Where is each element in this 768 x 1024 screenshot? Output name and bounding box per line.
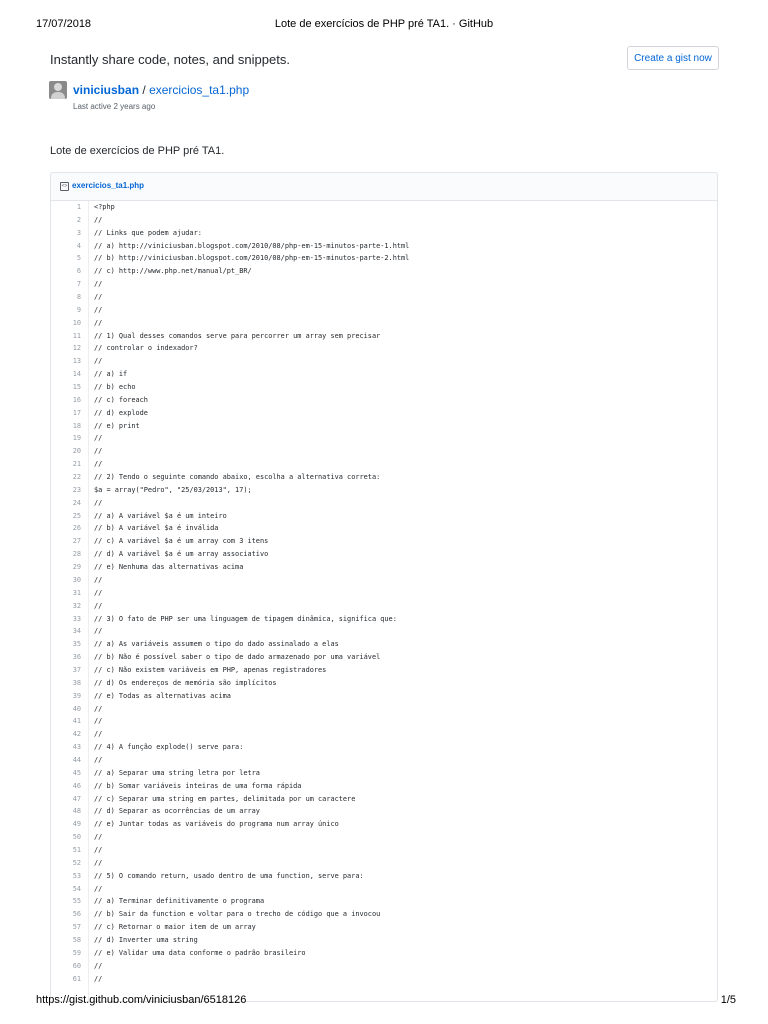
code-line [51, 265, 718, 278]
code-listing [51, 201, 718, 985]
code-line [51, 304, 718, 317]
line-number[interactable]: 18 [72, 421, 81, 430]
code-line [51, 355, 718, 368]
line-number[interactable]: 45 [72, 768, 81, 777]
line-number[interactable]: 21 [72, 460, 81, 469]
line-number[interactable]: 20 [72, 447, 81, 456]
line-number[interactable]: 32 [72, 601, 81, 610]
code-text: // [94, 858, 103, 867]
code-line [51, 741, 718, 754]
line-number[interactable]: 24 [72, 498, 81, 507]
line-number[interactable]: 16 [72, 395, 81, 404]
code-text: // b) echo [94, 383, 136, 392]
code-line [51, 857, 718, 870]
code-text: // [94, 293, 103, 302]
line-number[interactable]: 49 [72, 820, 81, 829]
code-line [51, 651, 718, 664]
line-number[interactable]: 48 [72, 807, 81, 816]
code-line [51, 510, 718, 523]
code-line [51, 574, 718, 587]
code-line [51, 690, 718, 703]
code-line [51, 780, 718, 793]
code-text: // b) Sair da function e voltar para o trecho de código que a invocou [94, 910, 381, 919]
line-number[interactable]: 17 [72, 408, 81, 417]
code-line [51, 368, 718, 381]
line-number[interactable]: 29 [72, 563, 81, 572]
print-page-number: 1/5 [720, 994, 736, 1006]
code-file-icon: <> [61, 183, 68, 189]
line-number[interactable]: 58 [72, 935, 81, 944]
line-number[interactable]: 37 [72, 665, 81, 674]
line-number[interactable]: 53 [72, 871, 81, 880]
code-line [51, 535, 718, 548]
code-line [51, 870, 718, 883]
line-number[interactable]: 43 [72, 743, 81, 752]
code-line [51, 754, 718, 767]
code-text: // a) http://viniciusban.blogspot.com/2010/08/php-em-15-minutos-parte-1.html [94, 241, 410, 250]
code-line [51, 638, 718, 651]
code-text: // [94, 974, 103, 983]
line-number[interactable]: 36 [72, 653, 81, 662]
avatar[interactable] [49, 81, 67, 99]
code-text: // 2) Tendo o seguinte comando abaixo, escolha a alternativa correta: [94, 473, 381, 482]
line-number[interactable]: 10 [72, 318, 81, 327]
code-line [51, 960, 718, 973]
code-line [51, 831, 718, 844]
code-text: // [94, 305, 103, 314]
code-line [51, 278, 718, 291]
line-number[interactable]: 3 [76, 228, 81, 237]
code-text: // [94, 627, 103, 636]
line-number[interactable]: 33 [72, 614, 81, 623]
print-date: 17/07/2018 [36, 18, 92, 30]
code-text: // e) Todas as alternativas acima [94, 691, 231, 700]
code-line [51, 677, 718, 690]
breadcrumb-separator: / [142, 83, 146, 97]
code-text: $a = array("Pedro", "25/03/2013", 17); [94, 485, 252, 494]
code-text: // d) Os endereços de memória são implícitos [94, 678, 277, 687]
code-text: // e) Validar uma data conforme o padrão brasileiro [94, 948, 306, 957]
code-text: // [94, 434, 103, 443]
code-line [51, 818, 718, 831]
code-text: // [94, 755, 103, 764]
code-line [51, 600, 718, 613]
code-text: // Links que podem ajudar: [94, 228, 202, 237]
line-number[interactable]: 4 [76, 241, 81, 250]
code-text: // d) Separar as ocorrências de um array [94, 807, 260, 816]
code-text: // 5) O comando return, usado dentro de uma function, serve para: [94, 871, 364, 880]
line-number[interactable]: 5 [76, 254, 81, 263]
line-number[interactable]: 11 [72, 331, 81, 340]
line-number[interactable]: 34 [72, 627, 81, 636]
line-number[interactable]: 2 [76, 215, 81, 224]
code-line [51, 895, 718, 908]
line-number[interactable]: 9 [76, 305, 81, 314]
print-url: https://gist.github.com/viniciusban/6518126 [36, 994, 247, 1006]
code-line [51, 703, 718, 716]
code-line [51, 715, 718, 728]
gist-breadcrumb [73, 83, 249, 97]
line-number[interactable]: 44 [72, 755, 81, 764]
code-line [51, 664, 718, 677]
line-number[interactable]: 12 [72, 344, 81, 353]
line-number[interactable]: 59 [72, 948, 81, 957]
code-line [51, 561, 718, 574]
code-line [51, 432, 718, 445]
code-text: // c) Retornar o maior item de um array [94, 923, 256, 932]
tagline: Instantly share code, notes, and snippets. [50, 52, 290, 67]
line-number[interactable]: 55 [72, 897, 81, 906]
line-number[interactable]: 19 [72, 434, 81, 443]
code-text: // b) Somar variáveis inteiras de uma forma rápida [94, 781, 302, 790]
code-line [51, 201, 718, 214]
line-number[interactable]: 46 [72, 781, 81, 790]
code-line [51, 805, 718, 818]
code-text: // [94, 833, 103, 842]
code-line [51, 625, 718, 638]
code-line [51, 844, 718, 857]
code-line [51, 471, 718, 484]
line-number[interactable]: 1 [76, 203, 81, 211]
line-number[interactable]: 60 [72, 961, 81, 970]
code-line [51, 484, 718, 497]
code-line [51, 973, 718, 986]
code-line [51, 227, 718, 240]
code-text: // [94, 845, 103, 854]
code-line [51, 240, 718, 253]
line-number[interactable]: 22 [72, 473, 81, 482]
line-number[interactable]: 31 [72, 588, 81, 597]
code-text: // [94, 460, 103, 469]
code-line [51, 522, 718, 535]
code-text: // e) print [94, 421, 140, 430]
line-number[interactable]: 15 [72, 383, 81, 392]
code-text: // d) Inverter uma string [94, 935, 198, 944]
code-line [51, 908, 718, 921]
line-number[interactable]: 61 [72, 974, 81, 983]
print-page-title: Lote de exercícios de PHP pré TA1. · GitHub [274, 18, 494, 30]
gist-description: Lote de exercícios de PHP pré TA1. [50, 145, 225, 157]
code-text: // [94, 717, 103, 726]
code-text: // [94, 961, 103, 970]
code-line [51, 947, 718, 960]
code-line [51, 793, 718, 806]
file-box [50, 172, 718, 1002]
line-number[interactable]: 23 [72, 485, 81, 494]
line-number[interactable]: 38 [72, 678, 81, 687]
line-number[interactable]: 13 [72, 357, 81, 366]
code-line [51, 381, 718, 394]
code-line [51, 342, 718, 355]
file-name-link[interactable]: exercicios_ta1.php [72, 181, 145, 190]
code-line [51, 458, 718, 471]
line-number[interactable]: 56 [72, 910, 81, 919]
line-number[interactable]: 47 [72, 794, 81, 803]
code-text: // controlar o indexador? [94, 344, 198, 353]
line-number[interactable]: 52 [72, 858, 81, 867]
code-text: // [94, 280, 103, 289]
code-line [51, 394, 718, 407]
code-text: // [94, 588, 103, 597]
line-number[interactable]: 39 [72, 691, 81, 700]
avatar-body [51, 92, 65, 99]
code-text: // [94, 357, 103, 366]
line-number[interactable]: 7 [76, 280, 81, 289]
code-text: // [94, 215, 103, 224]
line-number[interactable]: 26 [72, 524, 81, 533]
code-line [51, 548, 718, 561]
line-number[interactable]: 14 [72, 370, 81, 379]
code-line [51, 445, 718, 458]
last-active-text: Last active 2 years ago [73, 102, 156, 111]
code-text: // b) Não é possível saber o tipo de dado armazenado por uma variável [94, 653, 381, 662]
print-header [0, 18, 768, 32]
line-number[interactable]: 30 [72, 575, 81, 584]
code-text: // [94, 704, 103, 713]
code-text: // [94, 447, 103, 456]
line-number[interactable]: 28 [72, 550, 81, 559]
line-number[interactable]: 41 [72, 717, 81, 726]
code-line [51, 728, 718, 741]
code-line [51, 613, 718, 626]
code-text: // a) if [94, 370, 128, 379]
code-line [51, 587, 718, 600]
code-text: // a) Separar uma string letra por letra [94, 768, 260, 777]
line-number[interactable]: 25 [72, 511, 81, 520]
code-line [51, 883, 718, 896]
code-text: // e) Nenhuma das alternativas acima [94, 563, 244, 572]
line-number[interactable]: 57 [72, 923, 81, 932]
code-line [51, 420, 718, 433]
line-number[interactable]: 51 [72, 845, 81, 854]
code-text: // b) A variável $a é inválida [94, 524, 219, 533]
code-text: // c) http://www.php.net/manual/pt_BR/ [94, 267, 252, 276]
gist-file-link[interactable]: exercicios_ta1.php [149, 83, 250, 97]
code-line [51, 921, 718, 934]
line-number[interactable]: 54 [72, 884, 81, 893]
code-text: // c) Não existem variáveis em PHP, apenas registradores [94, 665, 327, 674]
line-number[interactable]: 42 [72, 730, 81, 739]
code-text: // 4) A função explode() serve para: [94, 743, 244, 752]
code-text: // [94, 601, 103, 610]
code-text: // d) explode [94, 408, 148, 417]
code-line [51, 407, 718, 420]
code-line [51, 497, 718, 510]
code-text: // [94, 884, 103, 893]
line-number[interactable]: 40 [72, 704, 81, 713]
code-text: // a) As variáveis assumem o tipo do dado assinalado a elas [94, 640, 339, 649]
code-line [51, 317, 718, 330]
code-text: // c) A variável $a é um array com 3 itens [94, 537, 269, 546]
code-text: // 1) Qual desses comandos serve para percorrer um array sem precisar [94, 331, 381, 340]
line-number[interactable]: 8 [76, 293, 81, 302]
file-header [51, 173, 717, 201]
line-number[interactable]: 27 [72, 537, 81, 546]
code-text: // a) Terminar definitivamente o programa [94, 897, 265, 906]
code-text: // c) foreach [94, 395, 148, 404]
code-line [51, 291, 718, 304]
code-line [51, 934, 718, 947]
code-text: // c) Separar uma string em partes, delimitada por um caractere [94, 794, 356, 803]
create-gist-button[interactable]: Create a gist now [627, 46, 719, 70]
code-text: // e) Juntar todas as variáveis do programa num array único [94, 820, 339, 829]
code-line [51, 330, 718, 343]
code-text: // 3) O fato de PHP ser uma linguagem de tipagem dinâmica, significa que: [94, 614, 397, 623]
gist-owner-link[interactable]: viniciusban [73, 83, 140, 97]
code-text: // a) A variável $a é um inteiro [94, 511, 227, 520]
code-line [51, 767, 718, 780]
code-text: // [94, 575, 103, 584]
line-number[interactable]: 50 [72, 833, 81, 842]
code-text: // [94, 730, 103, 739]
code-text: <?php [94, 203, 115, 211]
avatar-head [54, 83, 62, 91]
code-line [51, 214, 718, 227]
line-number[interactable]: 6 [76, 267, 81, 276]
code-line [51, 252, 718, 265]
code-text: // [94, 318, 103, 327]
code-text: // b) http://viniciusban.blogspot.com/2010/08/php-em-15-minutos-parte-2.html [94, 254, 410, 263]
code-text: // d) A variável $a é um array associativo [94, 550, 269, 559]
line-number[interactable]: 35 [72, 640, 81, 649]
code-text: // [94, 498, 103, 507]
